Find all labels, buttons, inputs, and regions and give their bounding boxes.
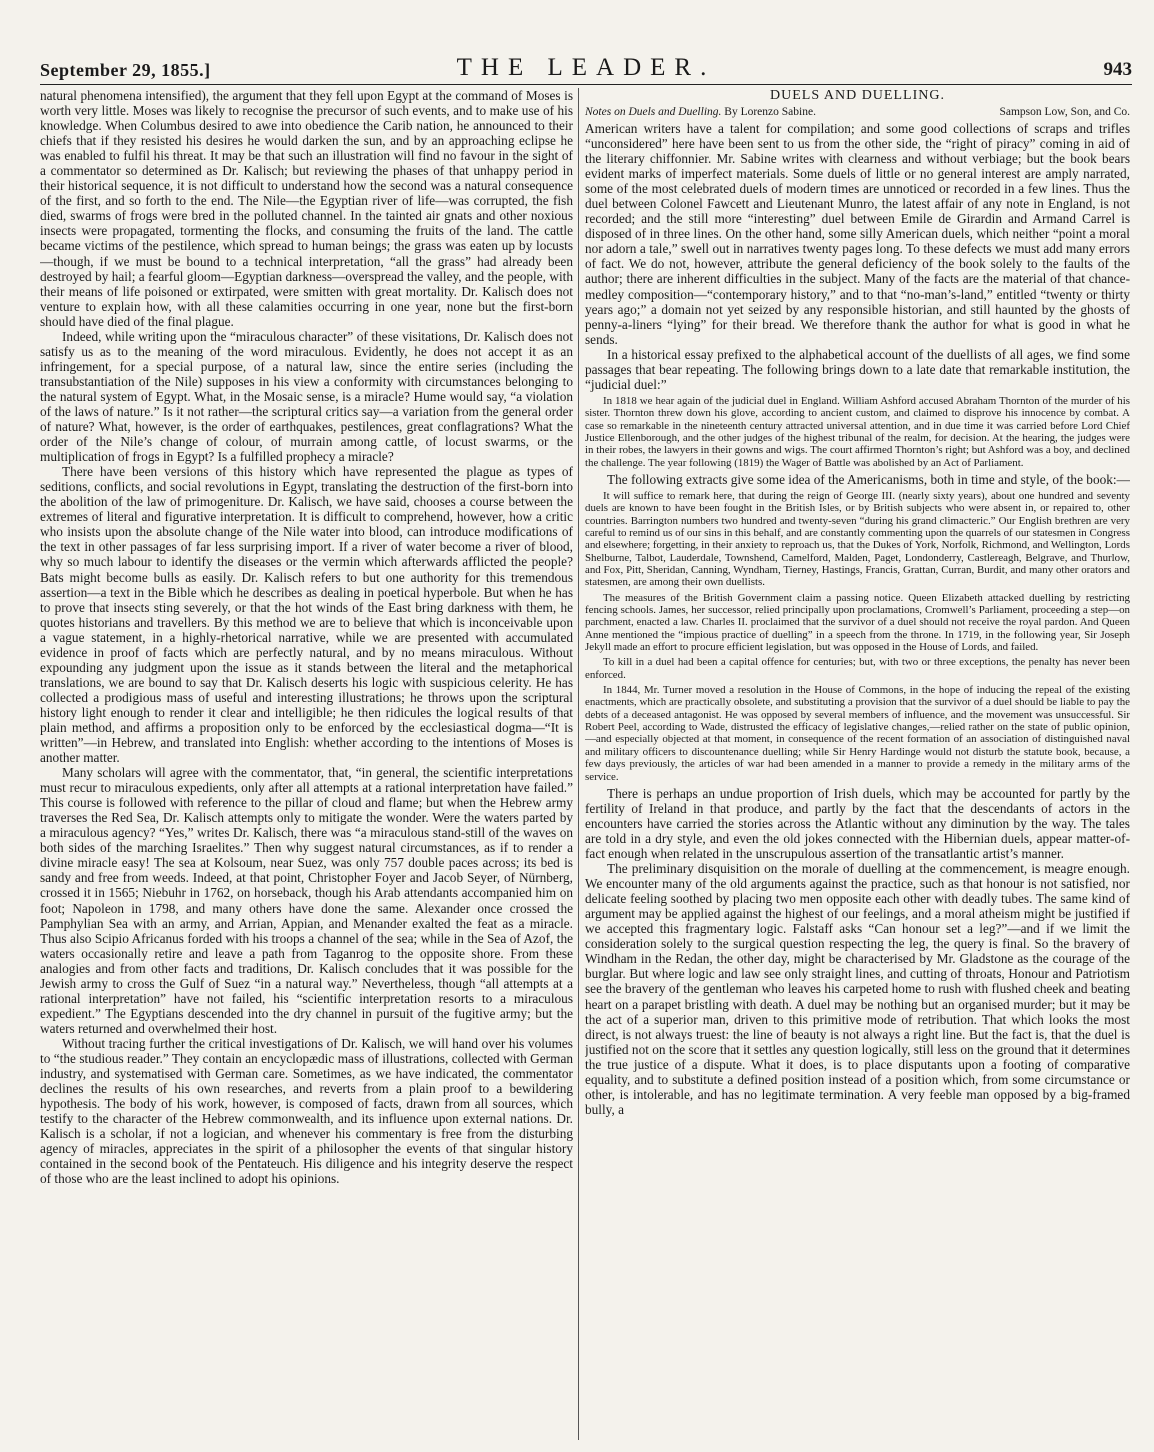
- left-paragraph: Without tracing further the critical investigations of Dr. Kalisch, we will hand over his volumes to “the studious reader.” They contain an encyclopædic mass of illustrations, collected with German industry, and systematised with German care. Sometimes, as we have indicated, the commentator declines the results of his own researches, and reverts from a plain proof to a bewildering hypothesis. The body of his work, however, is composed of facts, drawn from all sources, which testify to the character of the Hebrew commonwealth, and its influence upon external nations. Dr. Kalisch is a scholar, if not a logician, and whenever his commentary is free from the disturbing agency of miracles, appreciates in the spirit of a philosopher the events of that singular history contained in the second book of the Pentateuch. His diligence and his integrity deserve the respect of those who are the least inclined to adopt his opinions.: [40, 1035, 573, 1187]
- section-title: DUELS AND DUELLING.: [770, 88, 945, 103]
- header-page-number: 943: [1103, 59, 1132, 80]
- quoted-extract: In 1844, Mr. Turner moved a resolution in the House of Commons, in the hope of inducing the repeal of the existing enactments, which are practically obsolete, and substituting a provision that the survivor of a duel should be liable to pay the debts of a deceased antagonist. He was opposed by several members of influence, and the movement was unsuccessful. Sir Robert Peel, according to Wade, distrusted the efficacy of legislative changes,—relied rather on the state of public opinion,—and especially objected at that moment, in consequence of the recent formation of an association of distinguished naval and military officers to discountenance duelling; while Sir Henry Hardinge would not disturb the statute book, because, a few days previously, the articles of war had been amended in a manner to provide a remedy in the military arms of the service.: [585, 684, 1130, 783]
- right-column: [585, 88, 1130, 1440]
- quoted-extract: The measures of the British Government claim a passing notice. Queen Elizabeth attacked duelling by restricting fencing schools. James, her successor, relied principally upon proclamations, Cromwell’s Parliament, proceeding a step—on parchment, enacted a law. Charles II. proclaimed that the survivor of a duel should not receive the royal pardon. And Queen Anne mentioned the “impious practice of duelling” in a speech from the throne. In 1719, in the following year, Sir Joseph Jekyll made an effort to procure efficient legislation, but was opposed in the House of Lords, and failed.: [585, 591, 1130, 654]
- review-paragraph: The following extracts give some idea of the Americanisms, both in time and style, of the book:—: [607, 471, 1130, 487]
- book-publisher: Sampson Low, Son, and Co.: [999, 106, 1130, 118]
- column-divider: [578, 88, 579, 1440]
- left-paragraph: Many scholars will agree with the commentator, that, “in general, the scientific interpretations must recur to miraculous expedients, only after all attempts at a rational interpretation have failed.” This course is followed with reference to the pillar of cloud and flame; but when the Hebrew army traverses the Red Sea, Dr. Kalisch attempts only to mitigate the wonder. Were the waters parted by a miraculous agency? “Yes,” writes Dr. Kalisch, there was “a miraculous stand-still of the waves on both sides of the marching Israelites.” Then why suggest natural circumstances, as if to render a divine miracle easy! The sea at Kolsoum, near Suez, was only 757 double paces across; its bed is sandy and free from weeds. Indeed, at that point, Christopher Foyer and Jacob Seyer, of Nürnberg, crossed it in 1565; Niebuhr in 1762, on horseback, though his Arab attendants accompanied him on foot; Napoleon in 1798, and many others have done the same. Alexander once crossed the Pamphylian Sea with an army, and Arrian, Appian, and Menander exalted the feat as a miracle. Thus also Scipio Africanus forded with his troops a channel of the sea; while in the Sea of Azof, the waters occasionally retire and leave a path from Taganrog to the opposite shore. From these analogies and from other facts and traditions, Dr. Kalisch concludes that it was possible for the Jewish army to cross the Gulf of Suez “in a natural way.” Nevertheless, though “all attempts at a rational interpretation” have not failed, his “scientific interpretation resorts to a miraculous expedient.” The Egyptians descended into the dry channel in pursuit of the fugitive army; but the waters returned and overwhelmed their host.: [40, 765, 573, 1036]
- book-citation: [585, 106, 1130, 119]
- left-column: [40, 88, 573, 1440]
- review-paragraph: The preliminary disquisition on the morale of duelling at the commencement, is meagre enough. We encounter many of the old arguments against the practice, such as that honour is not satisfied, nor delicate feeling soothed by placing two men opposite each other with deadly tubes. The same kind of argument may be applied against the highest of our feelings, and a moral atheism might be justified if we accepted this fragmentary logic. Falstaff asks “Can honour set a leg?”—and if we limit the consideration solely to the surgical question respecting the leg, the query is final. So the bravery of Windham in the Redan, the other day, might be characterised by Mr. Gladstone as the courage of the burglar. But where logic and law see only straight lines, and cutting of throats, Honour and Patriotism see the bravery of the gentleman who leaves his carpeted home to rush with flushed cheek and beating heart on a parapet bristling with death. A duel may be nothing but an organised murder; but it may be the act of a superior man, driven to this primitive mode of retribution. That which looks the most direct, is not always truest: the line of beauty is not always a right line. But the fact is, that the duel is justified not on the score that it settles any question logically, still less on the ground that it determines the true justice of a dispute. What it does, is to place disputants upon a footing of comparative equality, and to substitute a defined position instead of a position which, from some circumstance or other, is intolerable, and has no legitimate termination. A very feeble man opposed by a big-framed bully, a: [585, 861, 1130, 1117]
- page-header: [40, 52, 1132, 85]
- header-date: September 29, 1855.]: [40, 60, 211, 80]
- book-title: Notes on Duels and Duelling.: [585, 106, 722, 118]
- left-paragraph: Indeed, while writing upon the “miraculous character” of these visitations, Dr. Kalisch does not satisfy us as to the meaning of the word miraculous. Evidently, he does not accept it as an infringement, for a special purpose, of a natural law, since the entire series (including the transubstantiation of the Nile) supposes in his view a conformity with circumstances belonging to the natural system of Egypt. What, in the Mosaic sense, is a miracle? Hume would say, “a violation of the laws of nature.” Is it not rather—the scriptural critics say—a variation from the general order of nature? What, however, is the order of earthquakes, pestilences, great conflagrations? What the order of the Nile’s change of colour, of murrain among cattle, of locust swarms, or the multiplication of frogs in Egypt? Is a fulfilled prophecy a miracle?: [40, 328, 573, 465]
- quoted-extract: To kill in a duel had been a capital offence for centuries; but, with two or three exceptions, the penalty has never been enforced.: [585, 656, 1130, 681]
- header-title: THE LEADER.: [456, 54, 716, 81]
- quoted-extract: In 1818 we hear again of the judicial duel in England. William Ashford accused Abraham Thornton of the murder of his sister. Thornton threw down his glove, according to ancient custom, and claimed to disprove his innocence by combat. A case so remarkable in the nineteenth century attracted universal attention, and in due time it was carried before Lord Chief Justice Ellenborough, and the other judges of the highest tribunal of the realm, for decision. At the hearing, the judges were in their robes, the lawyers in their gowns and wigs. The court affirmed Thornton’s right; but Ashford was a boy, and declined the challenge. The year following (1819) the Wager of Battle was abolished by an Act of Parliament.: [585, 394, 1130, 469]
- review-paragraph: American writers have a talent for compilation; and some good collections of scraps and trifles “unconsidered” here have been sent to us from the other side, the “right of piracy” coming in aid of the literary chiffonnier. Mr. Sabine writes with clearness and without verbiage; but the book bears evident marks of imperfect materials. Some duels of little or no general interest are amply narrated, some of the most celebrated duels of modern times are unnoticed or recorded in a few lines. Thus the duel between Colonel Fawcett and Lieutenant Munro, the latest affair of any note in England, is not recorded; and the still more “interesting” duel between Emile de Girardin and Armand Carrel is disposed of in three lines. On the other hand, some silly American duels, which neither “point a moral nor adorn a tale,” swell out in narratives twenty pages long. To these defects we must add many errors of fact. We do not, however, attribute the general deficiency of the book solely to the faults of the author; there are inherent difficulties in the subject. Many of the facts are the material of that chance-medley composition—“contemporary history,” and to that “no-man’s-land,” entitled “twenty or thirty years ago;” a domain not yet seized by any responsible historian, and still haunted by the ghosts of penny-a-liners “lying” for their bread. We therefore thank the author for what is good in what he sends.: [585, 121, 1130, 347]
- review-paragraph: There is perhaps an undue proportion of Irish duels, which may be accounted for partly by the fertility of Ireland in that produce, and partly by the fact that the descendants of actors in the encounters have carried the stories across the Atlantic without any diminution by the way. The tales are told in a dry style, and even the old jokes connected with the Hibernian duels, appear matter-of-fact enough when related in the unscrupulous assertion of the transatlantic artist’s manner.: [585, 785, 1130, 862]
- review-paragraph: In a historical essay prefixed to the alphabetical account of the duellists of all ages, we find some passages that bear repeating. The following brings down to a late date that remarkable institution, the “judicial duel:”: [585, 346, 1130, 392]
- quoted-extract: It will suffice to remark here, that during the reign of George III. (nearly sixty years), about one hundred and seventy duels are known to have been fought in the British Isles, or by British subjects who were absent in, or repaired to, other countries. Barrington numbers two hundred and twenty-seven “during his grand climacteric.” Our English brethren are very careful to remind us of our sins in this behalf, and are constantly commenting upon the quarrels of our statesmen in Congress and elsewhere; forgetting, in their anxiety to reproach us, that the Dukes of York, Norfolk, Richmond, and Wellington, Lords Shelburne, Talbot, Lauderdale, Townshend, Camelford, Malden, Paget, Londonderry, Castlereagh, Belgrave, and Thurlow, and Fox, Pitt, Sheridan, Canning, Wyndham, Tierney, Hastings, Francis, Grattan, Curran, Burdit, and many other orators and statesmen, are among their own duellists.: [585, 489, 1130, 589]
- left-paragraph: There have been versions of this history which have represented the plague as types of seditions, conflicts, and social revolutions in Egypt, translating the destruction of the first-born into the abolition of the law of primogeniture. Dr. Kalisch, we have said, chooses a course between the extremes of literal and figurative interpretation. It is difficult to comprehend, however, how a critic who insists upon the absolute change of the Nile water into blood, can introduce modifications of the text in other passages of far less surprising import. If a river of water become a river of blood, why so much labour to identify the diseases or the vermin which afterwards afflicted the people? Bats might become bulls as easily. Dr. Kalisch refers to but one authority for this tremendous assertion—a text in the Bible which he describes as dealing in poetical hyperbole. But when he has to prove that insects sting severely, or that the hot winds of the East bring darkness with them, he quotes historians and travellers. By this method we are to believe that which is inconceivable upon a vague statement, in a highly-rhetorical narrative, while we are presented with accumulated evidence in proof of facts which are perfectly natural, and by no means miraculous. Without expounding any judgment upon the issue as it stands between the literal and the metaphorical translations, we are bound to say that Dr. Kalisch deserts his logic with suspicious celerity. He has collected a prodigious mass of useful and interesting illustrations; he throws upon the scriptural history light enough to render it clear and intelligible; he then ridicules the logical results of that plain method, and affirms a proposition only to be enforced by the ecclesiastical dogma—“It is written”—in Hebrew, and translated into English: whether according to the intentions of Moses is another matter.: [40, 464, 573, 766]
- left-paragraph: natural phenomena intensified), the argument that they fell upon Egypt at the command of Moses is worth very little. Moses was likely to recognise the precursor of such events, and to make use of his knowledge. When Columbus desired to awe into obedience the Carib nation, he announced to their chiefs that if they resisted his desires he would darken the sun, and by an approaching eclipse he was enabled to fulfil his threat. It may be that such an illustration will find no favour in the sight of a commentator so determined as Dr. Kalisch; but reviewing the phases of that unhappy period in their historical sequence, it is not difficult to understand how the second was a natural consequence of the first, and so forth to the end. The Nile—the Egyptian river of life—was corrupted, the fish died, swarms of frogs were bred in the polluted channel. In the tainted air gnats and other noxious insects were propagated, tormenting the flocks, and consuming the fruits of the land. The cattle became victims of the pestilence, which spread to human beings; the grass was eaten up by locusts—though, if we must be bound to a technical interpretation, “all the grass” had already been destroyed by hail; a fearful gloom—Egyptian darkness—overspread the valley, and the people, with their means of life poisoned or extirpated, were smitten with great mortality. Dr. Kalisch does not venture to explain how, with all these calamities occurring in one year, none but the first-born should have died of the final plague.: [40, 88, 573, 329]
- book-author: By Lorenzo Sabine.: [724, 106, 816, 118]
